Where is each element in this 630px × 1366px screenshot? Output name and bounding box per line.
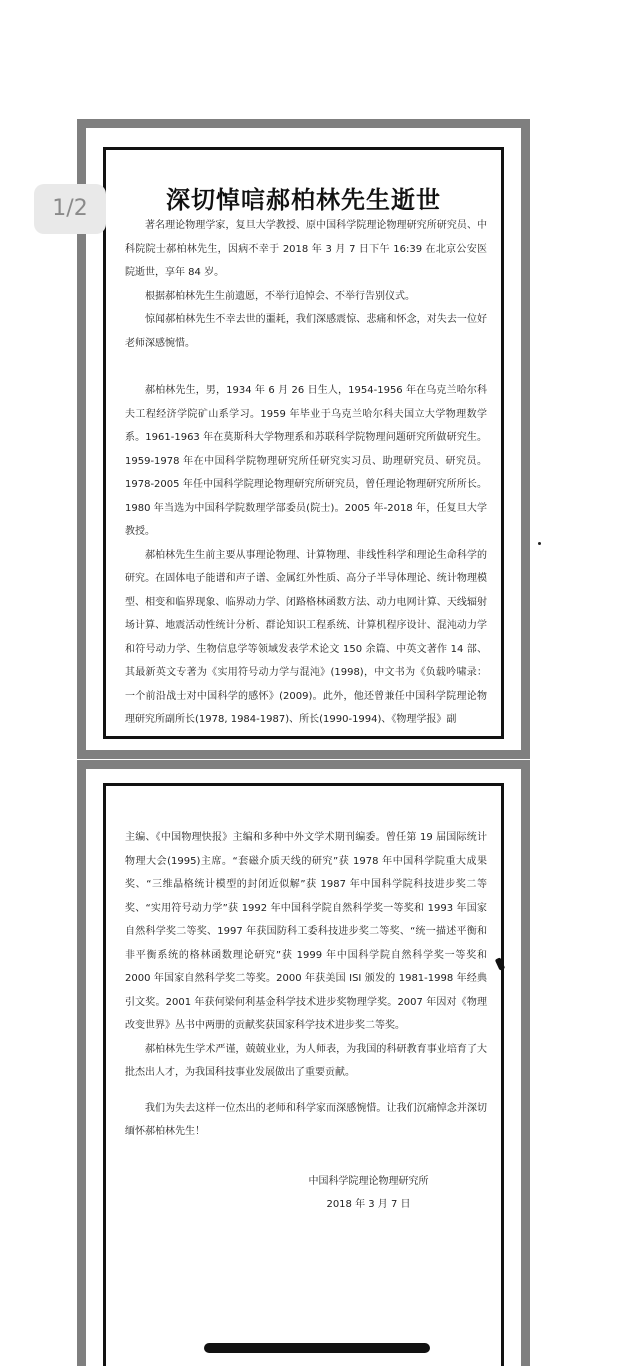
- page-indicator-badge: 1/2: [34, 184, 106, 234]
- page-2-border-frame: [103, 783, 504, 1366]
- paragraph-legacy: 郝柏林先生学术严谨，兢兢业业，为人师表，为我国的科研教育事业培育了大批杰出人才，为我国科技事业发展做出了重要贡献。: [125, 1043, 487, 1078]
- paragraph-condolence: 惊闻郝柏林先生不幸去世的噩耗，我们深感震惊、悲痛和怀念，对失去一位好老师深感惋惜。: [125, 314, 487, 349]
- document-page-2[interactable]: [77, 760, 530, 1366]
- page-1-border-frame: [103, 147, 504, 739]
- signature-date: 2018 年 3 月 7 日: [326, 1199, 411, 1210]
- scan-mark-dot: [538, 542, 541, 545]
- paragraph-research: 郝柏林先生生前主要从事理论物理、计算物理、非线性科学和理论生命科学的研究。在固体电子能谱和声子谱、金属红外性质、高分子半导体理论、统计物理模型、相变和临界现象、临界动力学、闭路格林函数方法、动力电网计算、天线辐射场计算、地震活动性统计分析、群论知识工程系统、计算机程序设计、混沌动力学和符号动力学、生物信息学等领域发表学术论文 150 余篇、中英文著作 14 部、其最新英文专著为《实用符号动力学与混沌》(1998)，中文书为《负载吟啸录：一个前沿战士对中国科学的感怀》(2009)。此外，他还曾兼任中国科学院理论物理研究所副所长(1978, 1984-1987)、所长(1990-1994)、《物理学报》副: [125, 549, 487, 725]
- home-indicator-bar[interactable]: [204, 1343, 430, 1353]
- paragraph-intro: 著名理论物理学家，复旦大学教授、原中国科学院理论物理研究所研究员、中科院院士郝柏林先生，因病不幸于 2018 年 3 月 7 日下午 16:39 在北京公安医院逝世，享年 84 岁。: [125, 220, 487, 278]
- paragraph-gap: [125, 1085, 487, 1097]
- document-page-1[interactable]: [77, 119, 530, 759]
- paragraph-gap: [125, 355, 487, 379]
- page-2-body: [125, 826, 487, 1144]
- paragraph-biography: 郝柏林先生，男，1934 年 6 月 26 日生人，1954-1956 年在乌克兰哈尔科夫工程经济学院矿山系学习。1959 年毕业于乌克兰哈尔科夫国立大学物理数学系。1961-1963 年在莫斯科大学物理系和苏联科学院物理问题研究所做研究生。1959-1978 年在中国科学院物理研究所任研究实习员、助理研究员、研究员。1978-2005 年任中国科学院理论物理研究所研究员，曾任理论物理研究所所长。1980 年当选为中国科学院数理学部委员(院士)。2005 年-2018 年，任复旦大学教授。: [125, 385, 487, 537]
- paragraph-mourning: 我们为失去这样一位杰出的老师和科学家而深感惋惜。让我们沉痛悼念并深切缅怀郝柏林先生！: [125, 1102, 487, 1137]
- document-title: 深切悼唁郝柏林先生逝世: [166, 186, 441, 214]
- paragraph-wishes: 根据郝柏林先生生前遗愿，不举行追悼会、不举行告别仪式。: [145, 290, 415, 302]
- page-1-body: [125, 214, 487, 732]
- paragraph-awards: 主编、《中国物理快报》主编和多种中外文学术期刊编委。曾任第 19 届国际统计物理大会(1995)主席。“套磁介质天线的研究”获 1978 年中国科学院重大成果奖、“三维晶格统计模型的封闭近似解”获 1987 年中国科学院科技进步奖二等奖、“实用符号动力学”获 1992 年中国科学院自然科学奖一等奖和 1993 年国家自然科学奖二等奖、1997 年获国防科工委科技进步奖二等奖、“统一描述平衡和非平衡系统的格林函数理论研究”获 1999 年中国科学院自然科学奖一等奖和 2000 年国家自然科学奖二等奖。2000 年获美国 ISI 颁发的 1981-1998 年经典引文奖。2001 年获何梁何利基金科学技术进步奖物理学奖。2007 年因对《物理改变世界》丛书中两册的贡献奖获国家科学技术进步奖二等奖。: [125, 832, 487, 1031]
- signature-organization: 中国科学院理论物理研究所: [308, 1176, 429, 1187]
